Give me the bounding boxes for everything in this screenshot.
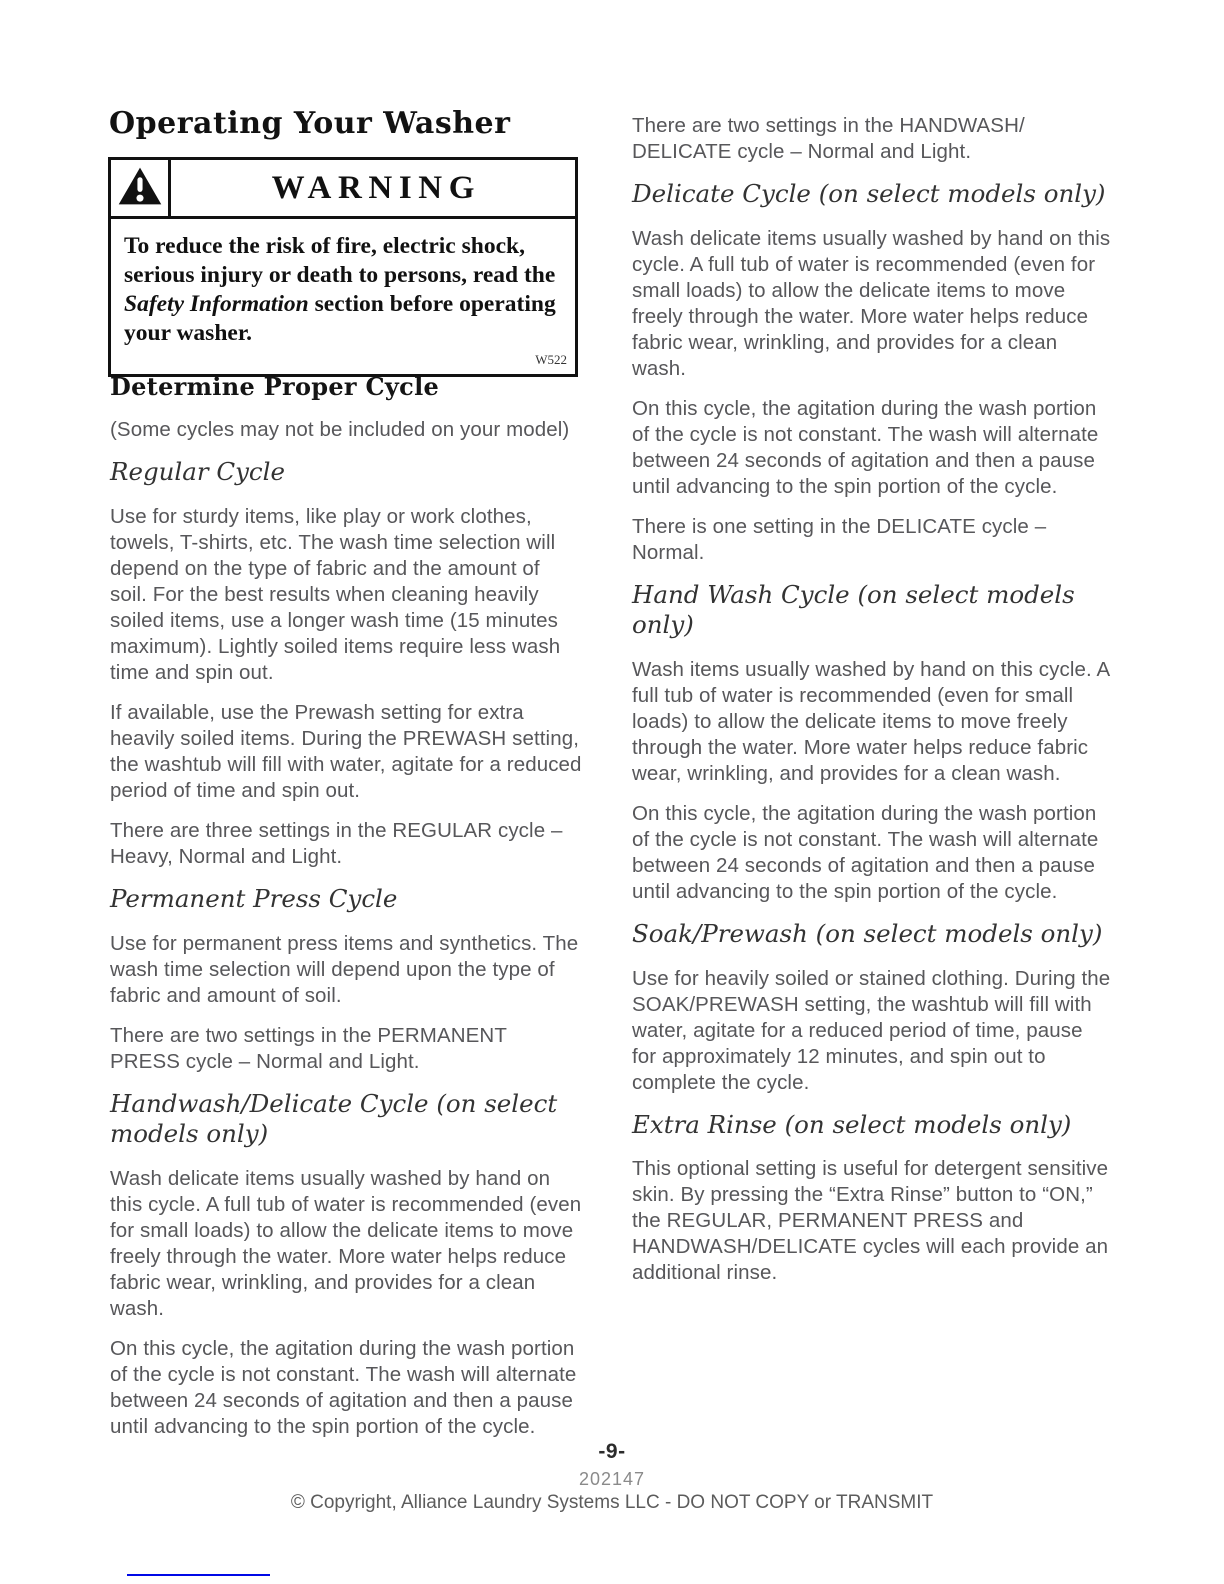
paragraph: Use for permanent press items and synthetics. The wash time selection will depend upon the type of fabric and amount of soil. <box>110 931 579 1007</box>
warning-header <box>111 160 575 219</box>
paragraph: Use for sturdy items, like play or work clothes, towels, T-shirts, etc. The wash time selection will depend on the type of fabric and the amount of soil. For the best results when cleaning heavily soiled items, use a longer wash time (15 minutes maximum). Lightly soiled items require less wash time and spin out. <box>110 504 561 684</box>
warning-code: W522 <box>535 351 567 367</box>
left-column <box>110 372 582 1454</box>
section-subhead: Hand Wash Cycle (on select models only) <box>632 579 1075 639</box>
section-subhead: Permanent Press Cycle <box>110 883 398 913</box>
paragraph: There is one setting in the DELICATE cycle – Normal. <box>632 514 1047 564</box>
page-title: Operating Your Washer <box>109 106 511 141</box>
paragraph: If available, use the Prewash setting for extra heavily soiled items. During the PREWASH setting, the washtub will fill with water, agitate for a reduced period of time and spin out. <box>110 700 582 802</box>
section-subhead: Handwash/Delicate Cycle (on select models only) <box>110 1088 558 1148</box>
warning-box <box>108 157 578 377</box>
warning-triangle-icon <box>118 166 162 211</box>
paragraph: Wash items usually washed by hand on this cycle. A full tub of water is recommended (even for small loads) to allow the delicate items to move freely through the water. More water helps reduce fabric wear, wrinkling, and provides for a clean wash. <box>632 657 1110 785</box>
footer-link-underline <box>127 1574 270 1576</box>
paragraph: Use for heavily soiled or stained clothing. During the SOAK/PREWASH setting, the washtub will fill with water, agitate for a reduced period of time, pause for approximately 12 minutes, and spin out to complete the cycle. <box>632 966 1111 1094</box>
copyright-line: © Copyright, Alliance Laundry Systems LLC - DO NOT COPY or TRANSMIT <box>290 1492 934 1513</box>
page-number: -9- <box>598 1440 626 1463</box>
paragraph: There are two settings in the PERMANENT PRESS cycle – Normal and Light. <box>110 1023 507 1073</box>
section-heading: Determine Proper Cycle <box>110 372 440 401</box>
right-column <box>632 113 1112 1300</box>
warning-icon-cell <box>111 160 171 216</box>
paragraph: (Some cycles may not be included on your model) <box>110 418 570 441</box>
paragraph: On this cycle, the agitation during the wash portion of the cycle is not constant. The wash will alternate between 24 seconds of agitation and then a pause until advancing to the spin portion of the cycle. <box>632 801 1099 903</box>
paragraph: Wash delicate items usually washed by hand on this cycle. A full tub of water is recommended (even for small loads) to allow the delicate items to move freely through the water. More water helps reduce fabric wear, wrinkling, and provides for a clean wash. <box>632 226 1111 380</box>
warning-label: WARNING <box>271 169 481 206</box>
warning-body <box>111 219 575 350</box>
paragraph: There are three settings in the REGULAR cycle – Heavy, Normal and Light. <box>110 818 563 868</box>
section-subhead: Regular Cycle <box>110 457 285 486</box>
warning-body-italic: Safety Information <box>124 290 309 317</box>
paragraph: On this cycle, the agitation during the wash portion of the cycle is not constant. The wash will alternate between 24 seconds of agitation and then a pause until advancing to the spin portion of the cycle. <box>110 1336 577 1438</box>
paragraph: This optional setting is useful for detergent sensitive skin. By pressing the “Extra Rinse” button to “ON,” the REGULAR, PERMANENT PRESS and HANDWASH/DELICATE cycles will each provide an additional rinse. <box>632 1157 1109 1285</box>
warning-body-text-end: section before operating your washer. <box>124 290 556 346</box>
section-subhead: Soak/Prewash (on select models only) <box>632 918 1103 948</box>
paragraph: There are two settings in the HANDWASH/ DELICATE cycle – Normal and Light. <box>632 114 1025 163</box>
section-subhead: Delicate Cycle (on select models only) <box>632 179 1106 208</box>
paragraph: Wash delicate items usually washed by hand on this cycle. A full tub of water is recommended (even for small loads) to allow the delicate items to move freely through the water. More water helps reduce fabric wear, wrinkling, and provides for a clean wash. <box>110 1166 582 1320</box>
section-subhead: Extra Rinse (on select models only) <box>632 1109 1072 1139</box>
paragraph: On this cycle, the agitation during the wash portion of the cycle is not constant. The wash will alternate between 24 seconds of agitation and then a pause until advancing to the spin portion of the cycle. <box>632 396 1099 498</box>
warning-body-text: To reduce the risk of fire, electric shock, serious injury or death to persons, read the <box>124 233 556 288</box>
doc-code: 202147 <box>578 1469 646 1489</box>
